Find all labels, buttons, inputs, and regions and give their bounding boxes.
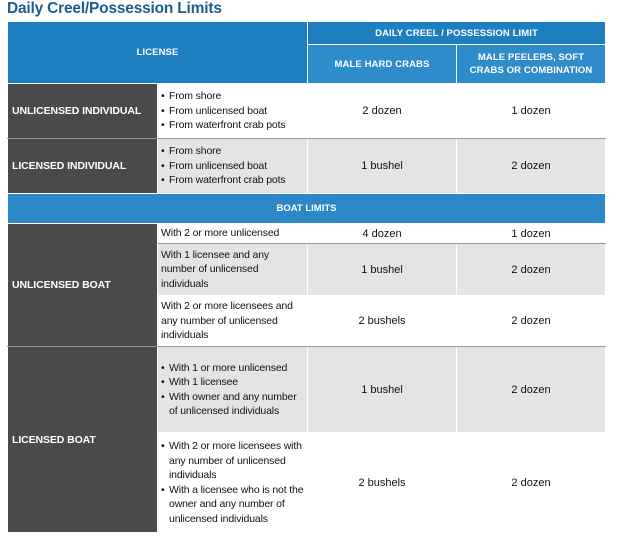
- hard-crabs-value: 2 bushels: [308, 296, 457, 347]
- conditions-list: [161, 439, 304, 526]
- row-label: UNLICENSED INDIVIDUAL: [8, 84, 158, 139]
- peelers-value: 2 dozen: [457, 433, 606, 533]
- list-item: • From shore: [161, 89, 304, 104]
- hard-crabs-value: 1 bushel: [308, 139, 457, 194]
- conditions-list: [161, 361, 304, 419]
- limit-group-header: DAILY CREEL / POSSESSION LIMIT: [308, 22, 606, 45]
- page-title: Daily Creel/Possession Limits: [7, 0, 222, 17]
- boat-limits-header: BOAT LIMITS: [8, 194, 606, 224]
- list-item: • With 2 or more licensees with any number of unlicensed individuals: [161, 439, 304, 483]
- male-peelers-header: MALE PEELERS, SOFT CRABS OR COMBINATION: [457, 45, 606, 84]
- creel-limits-table: [7, 21, 606, 533]
- list-item: • With 1 licensee: [161, 375, 304, 390]
- hard-crabs-value: 2 dozen: [308, 84, 457, 139]
- peelers-value: 1 dozen: [457, 224, 606, 244]
- conditions-cell: [158, 84, 308, 139]
- table-row: [8, 347, 606, 433]
- conditions-cell: [158, 433, 308, 533]
- male-hard-crabs-header: MALE HARD CRABS: [308, 45, 457, 84]
- hard-crabs-value: 2 bushels: [308, 433, 457, 533]
- list-item: • From unlicensed boat: [161, 104, 304, 119]
- table-row: [8, 139, 606, 194]
- condition-cell: With 2 or more licensees and any number of unlicensed individuals: [158, 296, 308, 347]
- hard-crabs-value: 1 bushel: [308, 244, 457, 296]
- row-label: LICENSED BOAT: [8, 347, 158, 533]
- conditions-cell: [158, 139, 308, 194]
- condition-cell: With 1 licensee and any number of unlicensed individuals: [158, 244, 308, 296]
- list-item: • From waterfront crab pots: [161, 118, 304, 133]
- hard-crabs-value: 4 dozen: [308, 224, 457, 244]
- table-row: [8, 224, 606, 244]
- row-label: UNLICENSED BOAT: [8, 224, 158, 347]
- list-item: • With 1 or more unlicensed: [161, 361, 304, 376]
- hard-crabs-value: 1 bushel: [308, 347, 457, 433]
- peelers-value: 2 dozen: [457, 244, 606, 296]
- list-item: • With a licensee who is not the owner and any number of unlicensed individuals: [161, 483, 304, 527]
- list-item: • From unlicensed boat: [161, 159, 304, 174]
- list-item: • From shore: [161, 144, 304, 159]
- conditions-cell: [158, 347, 308, 433]
- license-header: LICENSE: [8, 22, 308, 84]
- conditions-list: [161, 144, 304, 188]
- conditions-list: [161, 89, 304, 133]
- peelers-value: 2 dozen: [457, 296, 606, 347]
- peelers-value: 2 dozen: [457, 139, 606, 194]
- list-item: • With owner and any number of unlicensed individuals: [161, 390, 304, 419]
- row-label: LICENSED INDIVIDUAL: [8, 139, 158, 194]
- table-row: [8, 84, 606, 139]
- condition-cell: With 2 or more unlicensed: [158, 224, 308, 244]
- list-item: • From waterfront crab pots: [161, 173, 304, 188]
- peelers-value: 1 dozen: [457, 84, 606, 139]
- peelers-value: 2 dozen: [457, 347, 606, 433]
